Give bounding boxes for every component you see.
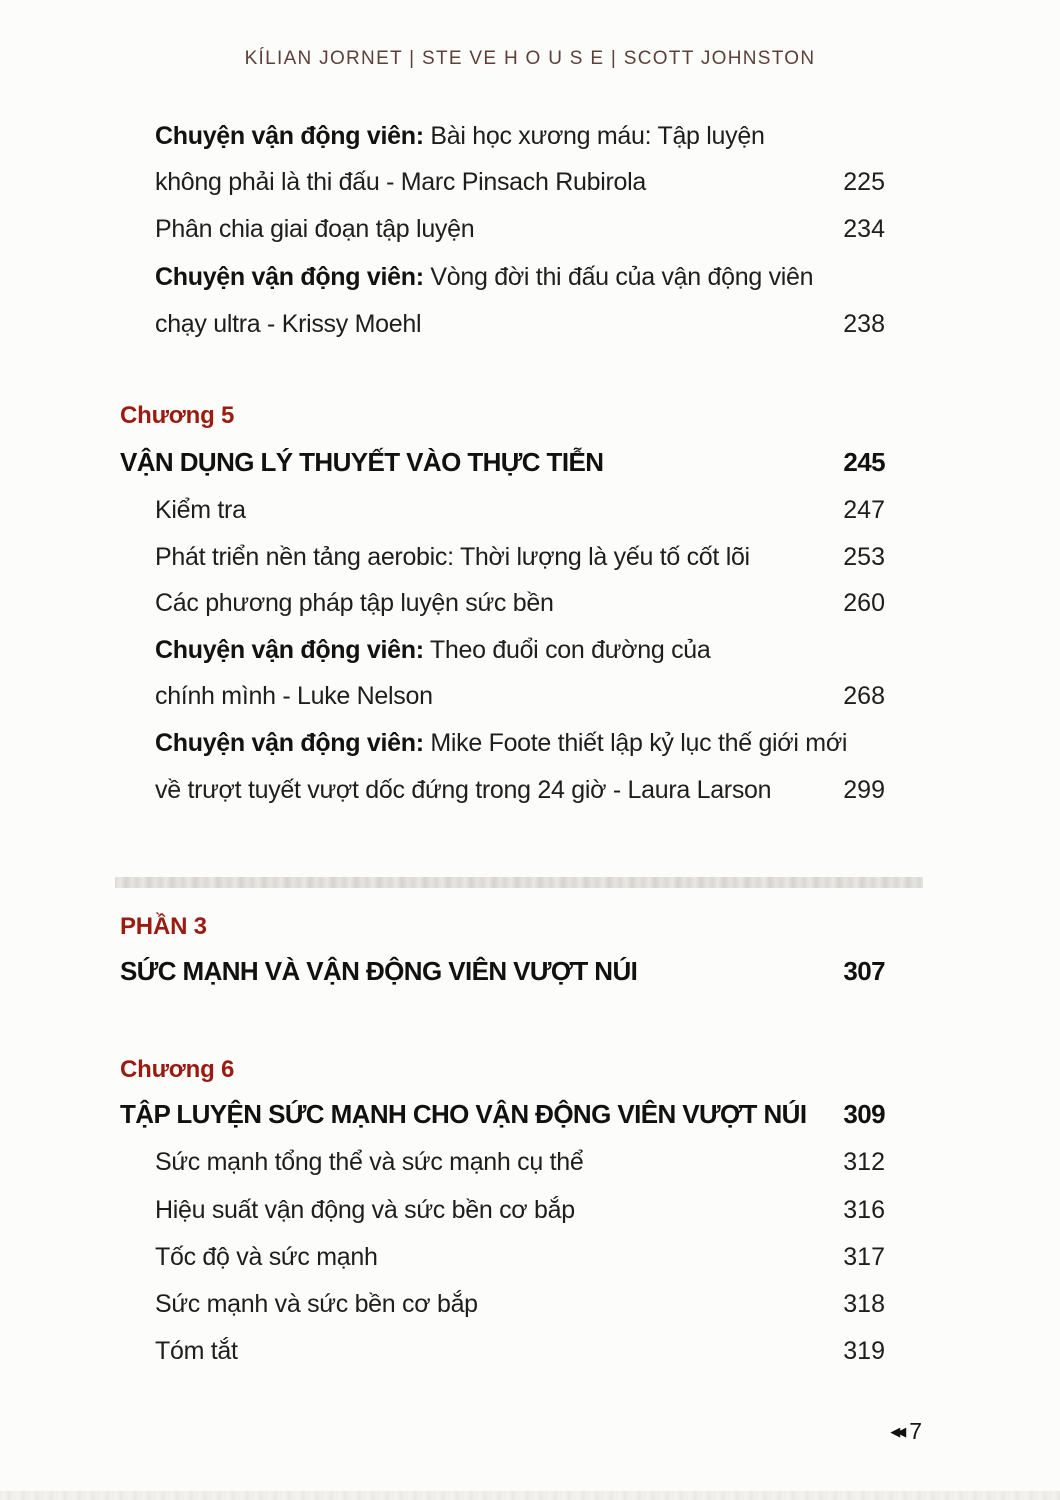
toc-entry — [0, 1337, 1060, 1373]
toc-page-number: 319 — [843, 1337, 885, 1365]
toc-entry-text: Phân chia giai đoạn tập luyện — [155, 215, 475, 243]
toc-entry — [0, 589, 1060, 625]
page-footer — [890, 1418, 922, 1445]
toc-entry-text: Hiệu suất vận động và sức bền cơ bắp — [155, 1196, 575, 1224]
toc-page-number: 309 — [843, 1099, 885, 1129]
toc-page-number: 260 — [843, 589, 885, 617]
toc-entry-text: về trượt tuyết vượt dốc đứng trong 24 giờ - Laura Larson — [155, 776, 772, 804]
toc-entry — [0, 1148, 1060, 1184]
toc-entry-text: Chuyện vận động viên: Mike Foote thiết lập kỷ lục thế giới mới — [155, 729, 848, 757]
toc-entry-text: Chuyện vận động viên: Theo đuổi con đường của — [155, 636, 711, 664]
toc-page-number: 316 — [843, 1196, 885, 1224]
toc-entry-text: Các phương pháp tập luyện sức bền — [155, 589, 554, 617]
toc-entry — [0, 636, 1060, 672]
toc-page-number: 234 — [843, 215, 885, 243]
toc-page-number: 317 — [843, 1243, 885, 1271]
toc-page-number: 299 — [843, 776, 885, 804]
chapter-label: Chương 5 — [120, 402, 235, 429]
toc-entry-text: Tốc độ và sức mạnh — [155, 1243, 378, 1271]
toc-page-number: 245 — [843, 447, 885, 477]
part-title: SỨC MẠNH VÀ VẬN ĐỘNG VIÊN VƯỢT NÚI 307 — [120, 956, 885, 986]
toc-entry — [0, 543, 1060, 579]
toc-entry — [0, 310, 1060, 346]
toc-entry — [0, 263, 1060, 299]
toc-page-number: 238 — [843, 310, 885, 338]
toc-entry-text: Sức mạnh và sức bền cơ bắp — [155, 1290, 478, 1318]
toc-entry-text: Kiểm tra — [155, 496, 246, 524]
toc-entry — [0, 1243, 1060, 1279]
toc-page-number: 225 — [843, 168, 885, 196]
toc-page-number: 318 — [843, 1290, 885, 1318]
toc-entry-text: Chuyện vận động viên: Bài học xương máu: Tập luyện — [155, 122, 765, 150]
toc-entry-text: Sức mạnh tổng thể và sức mạnh cụ thể — [155, 1148, 584, 1176]
toc-entry-text: không phải là thi đấu - Marc Pinsach Rubirola — [155, 168, 646, 196]
toc-entry — [0, 776, 1060, 812]
section-divider — [115, 877, 923, 888]
toc-entry — [0, 215, 1060, 251]
toc-page-number: 253 — [843, 543, 885, 571]
chapter-title: TẬP LUYỆN SỨC MẠNH CHO VẬN ĐỘNG VIÊN VƯỢT NÚI 309 — [120, 1099, 885, 1129]
toc-entry-text: chạy ultra - Krissy Moehl — [155, 310, 422, 338]
scan-bottom-edge — [0, 1491, 1060, 1500]
toc-page-number: 307 — [843, 956, 885, 986]
chapter-title: VẬN DỤNG LÝ THUYẾT VÀO THỰC TIỄN 245 — [120, 447, 885, 477]
toc-entry-text: Phát triển nền tảng aerobic: Thời lượng là yếu tố cốt lõi — [155, 543, 750, 571]
footer-page-number: 7 — [909, 1418, 922, 1444]
toc-entry — [0, 729, 1060, 765]
toc-page-number: 312 — [843, 1148, 885, 1176]
toc-entry-text: Tóm tắt — [155, 1337, 238, 1365]
toc-entry-text: Chuyện vận động viên: Vòng đời thi đấu của vận động viên — [155, 263, 814, 291]
part-label: PHẦN 3 — [120, 913, 207, 940]
toc-entry-text: chính mình - Luke Nelson — [155, 682, 433, 710]
chapter-label: Chương 6 — [120, 1056, 235, 1083]
toc-entry — [0, 496, 1060, 532]
toc-entry — [0, 122, 1060, 158]
toc-entry — [0, 682, 1060, 718]
toc-page-number: 268 — [843, 682, 885, 710]
toc-entry — [0, 168, 1060, 204]
toc-page-number: 247 — [843, 496, 885, 524]
authors-header: KÍLIAN JORNET | STE VE H O U S E | SCOTT JOHNSTON — [244, 48, 816, 69]
toc-entry — [0, 1290, 1060, 1326]
double-left-arrow-icon: ◀◀ — [890, 1423, 903, 1439]
toc-entry — [0, 1196, 1060, 1232]
